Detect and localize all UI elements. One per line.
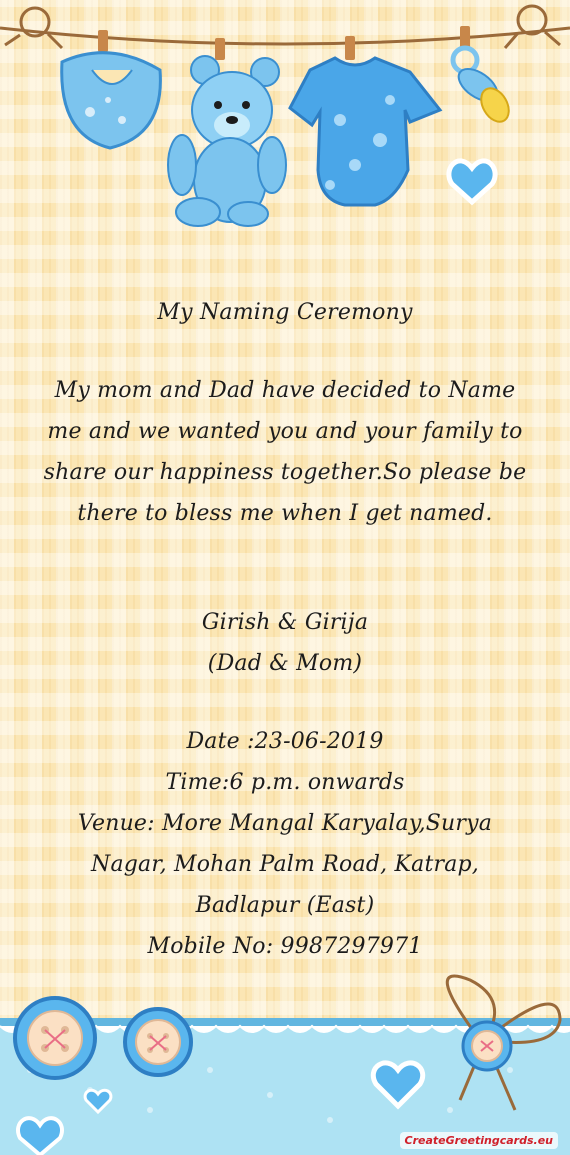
event-venue-line: Nagar, Mohan Palm Road, Katrap, bbox=[91, 852, 479, 877]
heart-icon bbox=[449, 161, 495, 202]
parents-names: Girish & Girija bbox=[201, 610, 369, 635]
event-date: Date :23-06-2019 bbox=[186, 729, 384, 754]
parents-block bbox=[20, 602, 550, 684]
event-venue-line: Badlapur (East) bbox=[195, 893, 375, 918]
button-icon bbox=[463, 1022, 511, 1070]
parents-relation: (Dad & Mom) bbox=[207, 651, 363, 676]
ceremony-title bbox=[20, 292, 550, 333]
ceremony-title-text: My Naming Ceremony bbox=[157, 300, 413, 325]
onesie-icon bbox=[290, 36, 440, 205]
event-venue-line: Venue: More Mangal Karyalay,Surya bbox=[77, 811, 493, 836]
clothesline-icon bbox=[0, 6, 570, 48]
button-icon bbox=[125, 1009, 191, 1075]
invitation-message bbox=[20, 370, 550, 534]
message-line: me and we wanted you and your family to bbox=[47, 419, 523, 444]
message-line: there to bless me when I get named. bbox=[77, 501, 493, 526]
bottom-illustration bbox=[0, 960, 570, 1155]
watermark-logo: CreateGreetingcards.eu bbox=[400, 1132, 558, 1149]
event-details bbox=[20, 721, 550, 967]
mobile-number: Mobile No: 9987297971 bbox=[147, 934, 423, 959]
top-illustration bbox=[0, 0, 570, 240]
bib-icon bbox=[62, 30, 161, 148]
pacifier-icon bbox=[453, 26, 514, 127]
teddy-bear-icon bbox=[168, 38, 286, 226]
button-icon bbox=[15, 998, 95, 1078]
message-line: My mom and Dad have decided to Name bbox=[54, 378, 516, 403]
event-time: Time:6 p.m. onwards bbox=[165, 770, 405, 795]
message-line: share our happiness together.So please be bbox=[43, 460, 527, 485]
